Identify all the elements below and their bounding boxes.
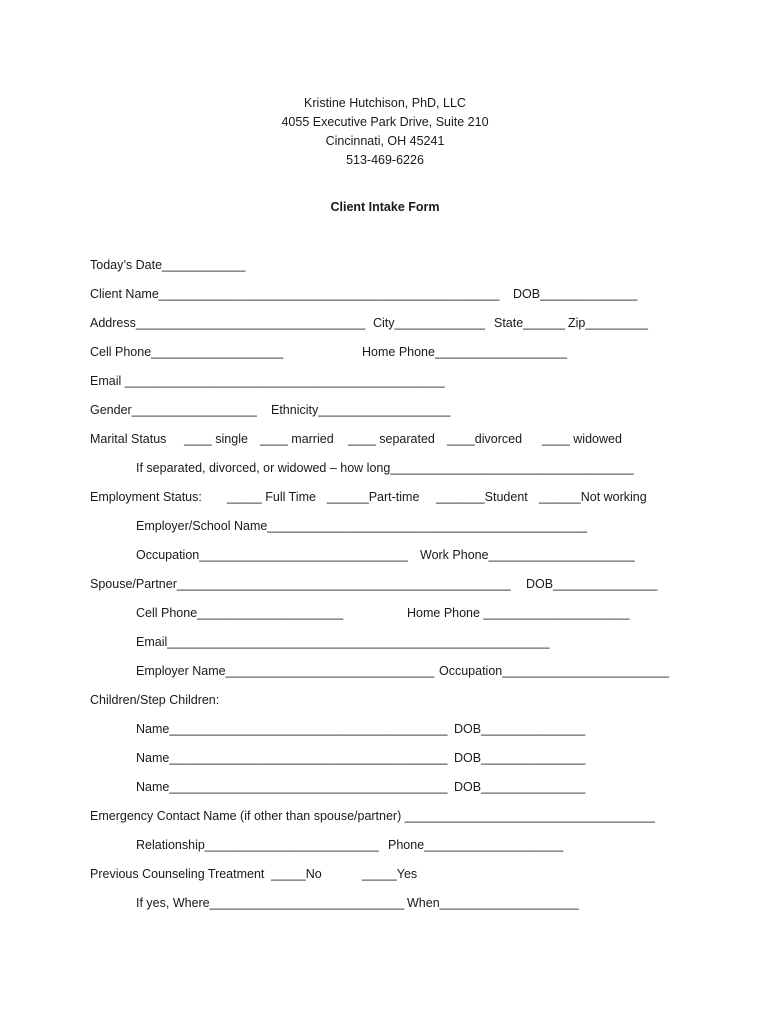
ethnicity-field[interactable]: Ethnicity___________________ [271,403,451,417]
employment-student-option[interactable]: _______Student [436,490,528,504]
emergency-phone-field[interactable]: Phone____________________ [388,838,564,852]
employer-school-field[interactable]: Employer/School Name______________________________________________ [136,519,588,533]
emergency-contact-field[interactable]: Emergency Contact Name (if other than spouse/partner) ____________________________________ [90,809,656,823]
marital-widowed-option[interactable]: ____ widowed [542,432,622,446]
previous-counseling-yes-option[interactable]: _____Yes [362,867,418,881]
spouse-email-field[interactable]: Email_______________________________________________________ [136,635,550,649]
child-name-field[interactable]: Name________________________________________ [136,780,448,794]
practice-name: Kristine Hutchison, PhD, LLC [304,96,466,110]
client-name-field[interactable]: Client Name_________________________________________________ [90,287,500,301]
marital-separated-option[interactable]: ____ separated [348,432,435,446]
marital-divorced-option[interactable]: ____divorced [447,432,523,446]
zip-field[interactable]: Zip_________ [568,316,648,330]
gender-field[interactable]: Gender__________________ [90,403,257,417]
employment-full-time-option[interactable]: _____ Full Time [227,490,316,504]
practice-header [0,94,770,170]
previous-counseling-label: Previous Counseling Treatment [90,867,265,881]
todays-date-field[interactable]: Today’s Date____________ [90,258,246,272]
relationship-field[interactable]: Relationship_________________________ [136,838,379,852]
home-phone-field[interactable]: Home Phone___________________ [362,345,568,359]
spouse-employer-field[interactable]: Employer Name______________________________ [136,664,435,678]
cell-phone-field[interactable]: Cell Phone___________________ [90,345,284,359]
marital-married-option[interactable]: ____ married [260,432,334,446]
work-phone-field[interactable]: Work Phone_____________________ [420,548,635,562]
marital-status-label: Marital Status [90,432,167,446]
practice-city: Cincinnati, OH 45241 [325,134,445,148]
child-dob-field[interactable]: DOB_______________ [454,780,586,794]
counseling-when-field[interactable]: When____________________ [407,896,579,910]
child-name-field[interactable]: Name________________________________________ [136,722,448,736]
email-field[interactable]: Email ______________________________________________ [90,374,445,388]
spouse-occupation-field[interactable]: Occupation________________________ [439,664,670,678]
separation-duration-field[interactable]: If separated, divorced, or widowed – how long___________________________________ [136,461,634,475]
practice-street: 4055 Executive Park Drive, Suite 210 [281,115,489,129]
spouse-cell-phone-field[interactable]: Cell Phone_____________________ [136,606,344,620]
occupation-field[interactable]: Occupation______________________________ [136,548,408,562]
children-label: Children/Step Children: [90,693,220,707]
marital-single-option[interactable]: ____ single [184,432,248,446]
practice-phone: 513-469-6226 [346,153,424,167]
spouse-partner-field[interactable]: Spouse/Partner________________________________________________ [90,577,511,591]
employment-not-working-option[interactable]: ______Not working [539,490,647,504]
address-field[interactable]: Address_________________________________ [90,316,366,330]
state-field[interactable]: State______ [494,316,565,330]
form-title: Client Intake Form [330,200,440,214]
child-dob-field[interactable]: DOB_______________ [454,722,586,736]
client-dob-field[interactable]: DOB______________ [513,287,638,301]
previous-counseling-no-option[interactable]: _____No [271,867,322,881]
city-field[interactable]: City_____________ [373,316,485,330]
counseling-where-field[interactable]: If yes, Where____________________________ [136,896,405,910]
spouse-dob-field[interactable]: DOB_______________ [526,577,658,591]
child-dob-field[interactable]: DOB_______________ [454,751,586,765]
spouse-home-phone-field[interactable]: Home Phone _____________________ [407,606,630,620]
employment-part-time-option[interactable]: ______Part-time [327,490,420,504]
child-name-field[interactable]: Name________________________________________ [136,751,448,765]
employment-status-label: Employment Status: [90,490,202,504]
